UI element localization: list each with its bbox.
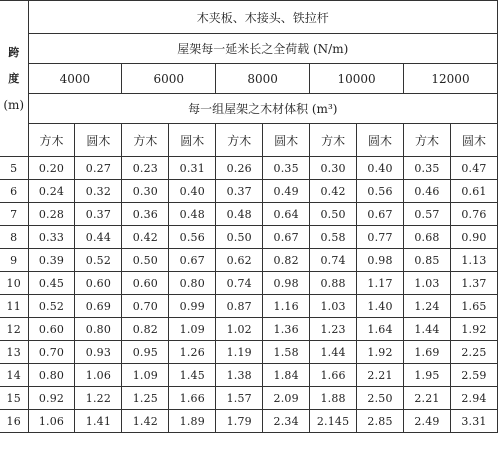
table-title: 木夹板、木接头、铁拉杆 [28,1,498,34]
volume-cell: 0.88 [310,272,357,295]
volume-cell: 0.67 [169,249,216,272]
volume-cell: 1.09 [122,364,169,387]
volume-cell: 0.80 [169,272,216,295]
volume-cell: 0.87 [216,295,263,318]
volume-cell: 2.34 [263,410,310,433]
span-cell: 8 [0,226,28,249]
volume-cell: 0.42 [122,226,169,249]
table-row [0,226,498,249]
volume-cell: 1.95 [404,364,451,387]
volume-cell: 2.21 [357,364,404,387]
volume-cell: 0.26 [216,157,263,180]
table-row [0,203,498,226]
volume-cell: 0.52 [75,249,122,272]
volume-cell: 1.89 [169,410,216,433]
table-row [0,157,498,180]
volume-cell: 1.22 [75,387,122,410]
volume-cell: 1.42 [122,410,169,433]
volume-cell: 2.94 [450,387,497,410]
volume-cell: 1.66 [310,364,357,387]
volume-cell: 0.50 [122,249,169,272]
wood-type-header: 方木 [216,124,263,157]
volume-cell: 0.27 [75,157,122,180]
volume-cell: 3.31 [450,410,497,433]
span-label-char: 跨 [8,45,20,59]
wood-type-header: 圆木 [75,124,122,157]
volume-cell: 1.79 [216,410,263,433]
span-cell: 12 [0,318,28,341]
volume-cell: 0.36 [122,203,169,226]
load-value-header: 10000 [310,64,404,94]
volume-cell: 1.02 [216,318,263,341]
span-cell: 13 [0,341,28,364]
load-value-header: 8000 [216,64,310,94]
volume-cell: 0.85 [404,249,451,272]
volume-cell: 1.84 [263,364,310,387]
volume-cell: 0.99 [169,295,216,318]
volume-cell: 0.48 [169,203,216,226]
volume-cell: 0.74 [310,249,357,272]
volume-cell: 0.50 [216,226,263,249]
volume-cell: 1.36 [263,318,310,341]
volume-cell: 0.44 [75,226,122,249]
volume-cell: 0.77 [357,226,404,249]
wood-type-header: 圆木 [450,124,497,157]
volume-cell: 0.40 [357,157,404,180]
table-row [0,272,498,295]
span-header-cell [0,1,28,157]
table-row [0,295,498,318]
wood-type-header: 方木 [310,124,357,157]
volume-cell: 1.03 [404,272,451,295]
volume-cell: 0.49 [263,180,310,203]
volume-cell: 0.62 [216,249,263,272]
volume-cell: 0.56 [169,226,216,249]
table-row [0,410,498,433]
span-cell: 16 [0,410,28,433]
table-row [0,249,498,272]
volume-cell: 0.98 [357,249,404,272]
volume-cell: 1.92 [450,318,497,341]
volume-cell: 1.58 [263,341,310,364]
volume-cell: 2.25 [450,341,497,364]
volume-cell: 1.44 [404,318,451,341]
volume-cell: 1.06 [28,410,75,433]
volume-cell: 1.25 [122,387,169,410]
span-cell: 10 [0,272,28,295]
volume-cell: 1.45 [169,364,216,387]
volume-cell: 0.80 [28,364,75,387]
volume-cell: 2.21 [404,387,451,410]
volume-cell: 1.13 [450,249,497,272]
span-label-char: 度 [8,71,20,85]
volume-cell: 0.82 [263,249,310,272]
load-value-header: 6000 [122,64,216,94]
volume-cell: 0.70 [28,341,75,364]
span-label-unit: (m) [3,97,25,112]
volume-cell: 0.60 [75,272,122,295]
wood-type-header: 方木 [404,124,451,157]
volume-cell: 0.23 [122,157,169,180]
volume-cell: 1.37 [450,272,497,295]
table-row [0,364,498,387]
volume-cell: 0.39 [28,249,75,272]
volume-cell: 1.24 [404,295,451,318]
volume-cell: 0.30 [122,180,169,203]
volume-cell: 0.45 [28,272,75,295]
wood-type-header: 圆木 [263,124,310,157]
volume-cell: 1.03 [310,295,357,318]
table-row [0,341,498,364]
volume-cell: 0.60 [28,318,75,341]
load-value-header: 12000 [404,64,498,94]
volume-cell: 1.64 [357,318,404,341]
volume-cell: 1.57 [216,387,263,410]
volume-cell: 0.58 [310,226,357,249]
volume-cell: 0.67 [263,226,310,249]
volume-cell: 2.85 [357,410,404,433]
volume-cell: 1.06 [75,364,122,387]
volume-cell: 0.95 [122,341,169,364]
volume-cell: 0.60 [122,272,169,295]
volume-cell: 0.70 [122,295,169,318]
volume-cell: 0.52 [28,295,75,318]
volume-cell: 1.38 [216,364,263,387]
wood-type-header: 圆木 [169,124,216,157]
volume-cell: 1.40 [357,295,404,318]
wood-type-header-row [0,124,498,157]
span-cell: 11 [0,295,28,318]
volume-cell: 1.69 [404,341,451,364]
volume-cell: 1.44 [310,341,357,364]
volume-cell: 1.19 [216,341,263,364]
volume-cell: 1.92 [357,341,404,364]
volume-cell: 0.56 [357,180,404,203]
volume-cell: 0.64 [263,203,310,226]
volume-cell: 0.48 [216,203,263,226]
volume-cell: 0.32 [75,180,122,203]
volume-cell: 0.33 [28,226,75,249]
wood-type-header: 方木 [28,124,75,157]
load-value-header: 4000 [28,64,122,94]
volume-cell: 1.41 [75,410,122,433]
load-header: 屋架每一延米长之全荷载 (N/m) [28,34,498,64]
volume-cell: 0.82 [122,318,169,341]
volume-cell: 0.67 [357,203,404,226]
volume-cell: 0.90 [450,226,497,249]
volume-cell: 0.37 [216,180,263,203]
volume-cell: 2.59 [450,364,497,387]
table-row [0,387,498,410]
volume-cell: 2.145 [310,410,357,433]
volume-cell: 1.23 [310,318,357,341]
volume-cell: 0.24 [28,180,75,203]
span-cell: 5 [0,157,28,180]
volume-cell: 0.61 [450,180,497,203]
table-row [0,318,498,341]
span-cell: 7 [0,203,28,226]
volume-cell: 2.50 [357,387,404,410]
wood-type-header: 方木 [122,124,169,157]
volume-cell: 1.17 [357,272,404,295]
volume-cell: 0.35 [404,157,451,180]
volume-cell: 0.80 [75,318,122,341]
volume-cell: 0.76 [450,203,497,226]
volume-cell: 1.16 [263,295,310,318]
volume-cell: 0.68 [404,226,451,249]
volume-cell: 0.35 [263,157,310,180]
volume-cell: 0.30 [310,157,357,180]
volume-cell: 1.09 [169,318,216,341]
volume-cell: 0.50 [310,203,357,226]
volume-cell: 0.69 [75,295,122,318]
volume-cell: 0.28 [28,203,75,226]
span-cell: 9 [0,249,28,272]
volume-cell: 1.88 [310,387,357,410]
table-row [0,180,498,203]
volume-cell: 0.42 [310,180,357,203]
volume-cell: 0.47 [450,157,497,180]
volume-cell: 2.49 [404,410,451,433]
volume-cell: 0.37 [75,203,122,226]
volume-header: 每一组屋架之木材体积 (m³) [28,94,498,124]
volume-cell: 1.26 [169,341,216,364]
volume-cell: 0.93 [75,341,122,364]
volume-cell: 0.46 [404,180,451,203]
volume-cell: 1.66 [169,387,216,410]
volume-cell: 0.57 [404,203,451,226]
wood-type-header: 圆木 [357,124,404,157]
volume-cell: 2.09 [263,387,310,410]
volume-cell: 0.40 [169,180,216,203]
volume-cell: 0.92 [28,387,75,410]
span-cell: 6 [0,180,28,203]
volume-cell: 0.31 [169,157,216,180]
volume-cell: 0.98 [263,272,310,295]
volume-cell: 0.20 [28,157,75,180]
span-cell: 14 [0,364,28,387]
volume-cell: 0.74 [216,272,263,295]
span-cell: 15 [0,387,28,410]
volume-cell: 1.65 [450,295,497,318]
